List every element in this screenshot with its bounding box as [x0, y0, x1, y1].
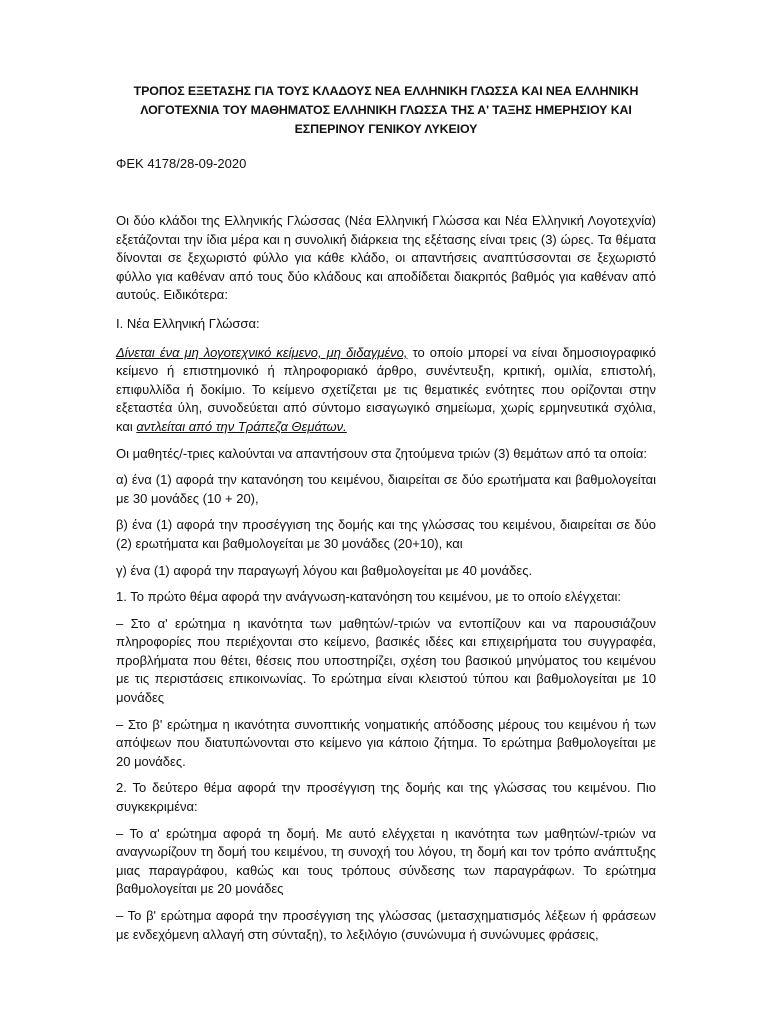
list-item-a: α) ένα (1) αφορά την κατανόηση του κειμένου, διαιρείται σε δύο ερωτήματα και βαθμολογείται με 30 μονάδες (10 + 20), — [116, 472, 656, 506]
intro-paragraph: Οι δύο κλάδοι της Ελληνικής Γλώσσας (Νέα Ελληνική Γλώσσα και Νέα Ελληνική Λογοτεχνία) εξετάζονται την ίδια μέρα και η συνολική διάρκεια της εξέτασης είναι τρεις (3) ώρες. Τα θέματα δίνονται σε ξεχωριστό φύλλο για κάθε κλάδο, οι απαντήσεις αναπτύσσονται σε ξεχωριστό φύλλο για καθέναν από τους δύο κλάδους και αποδίδεται διακριτός βαθμός για καθέναν από αυτούς. Ειδικότερα: — [116, 213, 656, 303]
students-instruction: Οι μαθητές/-τριες καλούνται να απαντήσουν στα ζητούμενα τριών (3) θεμάτων από τα οποία: — [116, 445, 647, 461]
fek-reference: ΦΕΚ 4178/28-09-2020 — [116, 156, 247, 171]
theme-2-question-b: – Το β' ερώτημα αφορά την προσέγγιση της γλώσσας (μετασχηματισμός λέξεων ή φράσεων με ενδεχόμενη αλλαγή στη σύνταξη), το λεξιλόγιο (συνώνυμα ή συνώνυμες φράσεις, — [116, 908, 656, 942]
theme-1-question-b: – Στο β' ερώτημα η ικανότητα συνοπτικής νοηματικής απόδοσης μέρους του κειμένου ή των απόψεων που διατυπώνονται στο κείμενο για κάποιο ζήτημα. Το ερώτημα βαθμολογείται με 20 μονάδες. — [116, 716, 656, 769]
title-line-1: ΤΡΟΠΟΣ ΕΞΕΤΑΣΗΣ ΓΙΑ ΤΟΥΣ ΚΛΑΔΟΥΣ ΝΕΑ ΕΛΛΗΝΙΚΗ ΓΛΩΣΣΑ ΚΑΙ ΝΕΑ ΕΛΛΗΝΙΚΗ — [133, 84, 639, 98]
theme-1-intro: 1. Το πρώτο θέμα αφορά την ανάγνωση-κατανόηση του κειμένου, με το οποίο ελέγχεται: — [116, 589, 622, 605]
theme-2-intro: 2. Το δεύτερο θέμα αφορά την προσέγγιση της δομής και της γλώσσας του κειμένου. Πιο συγκεκριμένα: — [116, 780, 656, 815]
theme-1-question-a: – Στο α' ερώτημα η ικανότητα των μαθητών/-τριών να εντοπίζουν και να παρουσιάζουν πληροφορίες που περιέχονται στο κείμενο, βασικές ιδέες και επιχειρήματα του συγγραφέα, προβλήματα που θέτει, θέσεις που υποστηρίζει, σχέση του βασικού μηνύματος του κειμένου με τις περιστάσεις επικοινωνίας. Το ερώτημα είναι κλειστού τύπου και βαθμολογείται με 10 μονάδες — [116, 615, 656, 706]
underlined-tail: αντλείται από την Τράπεζα Θεμάτων. — [136, 418, 347, 434]
document-title — [116, 82, 656, 139]
theme-2-question-a: – Το α' ερώτημα αφορά τη δομή. Με αυτό ελέγχεται η ικανότητα των μαθητών/-τριών να αναγνωρίζουν τη δομή του κειμένου, τη συνοχή του λόγου, τη δομή και τον τρόπο ανάπτυξης μιας παραγράφου, καθώς και τους τρόπους σύνδεσης των παραγράφων. Το ερώτημα βαθμολογείται με 20 μονάδες — [116, 825, 656, 897]
title-line-2: ΛΟΓΟΤΕΧΝΙΑ ΤΟΥ ΜΑΘΗΜΑΤΟΣ ΕΛΛΗΝΙΚΗ ΓΛΩΣΣΑ ΤΗΣ Α' ΤΑΞΗΣ ΗΜΕΡΗΣΙΟΥ ΚΑΙ — [140, 103, 632, 117]
title-line-3: ΕΣΠΕΡΙΝΟΥ ΓΕΝΙΚΟΥ ΛΥΚΕΙΟΥ — [294, 122, 478, 136]
list-item-c: γ) ένα (1) αφορά την παραγωγή λόγου και βαθμολογείται με 40 μονάδες. — [116, 562, 533, 578]
paragraph-body: το οποίο μπορεί να είναι δημοσιογραφικό κείμενο ή επιστημονικό ή πληροφοριακό άρθρο, συνέντευξη, κριτική, ομιλία, επιστολή, επιφυλλίδα ή δοκίμιο. Το κείμενο σχετίζεται με τις θεματικές ενότητες που ορίζονται στην εξεταστέα ύλη, συνοδεύεται από σύντομο εισαγωγικό σημείωμα, χωρίς ερμηνευτικά σχόλια, και — [116, 344, 656, 434]
underlined-lead: Δίνεται ένα μη λογοτεχνικό κείμενο, μη διδαγμένο, — [116, 344, 408, 360]
text-description-paragraph — [116, 344, 656, 437]
section-heading: Ι. Νέα Ελληνική Γλώσσα: — [116, 315, 260, 331]
list-item-b: β) ένα (1) αφορά την προσέγγιση της δομής και της γλώσσας του κειμένου, διαιρείται σε δύο (2) ερωτήματα και βαθμολογείται με 30 μονάδες (20+10), και — [116, 517, 656, 551]
